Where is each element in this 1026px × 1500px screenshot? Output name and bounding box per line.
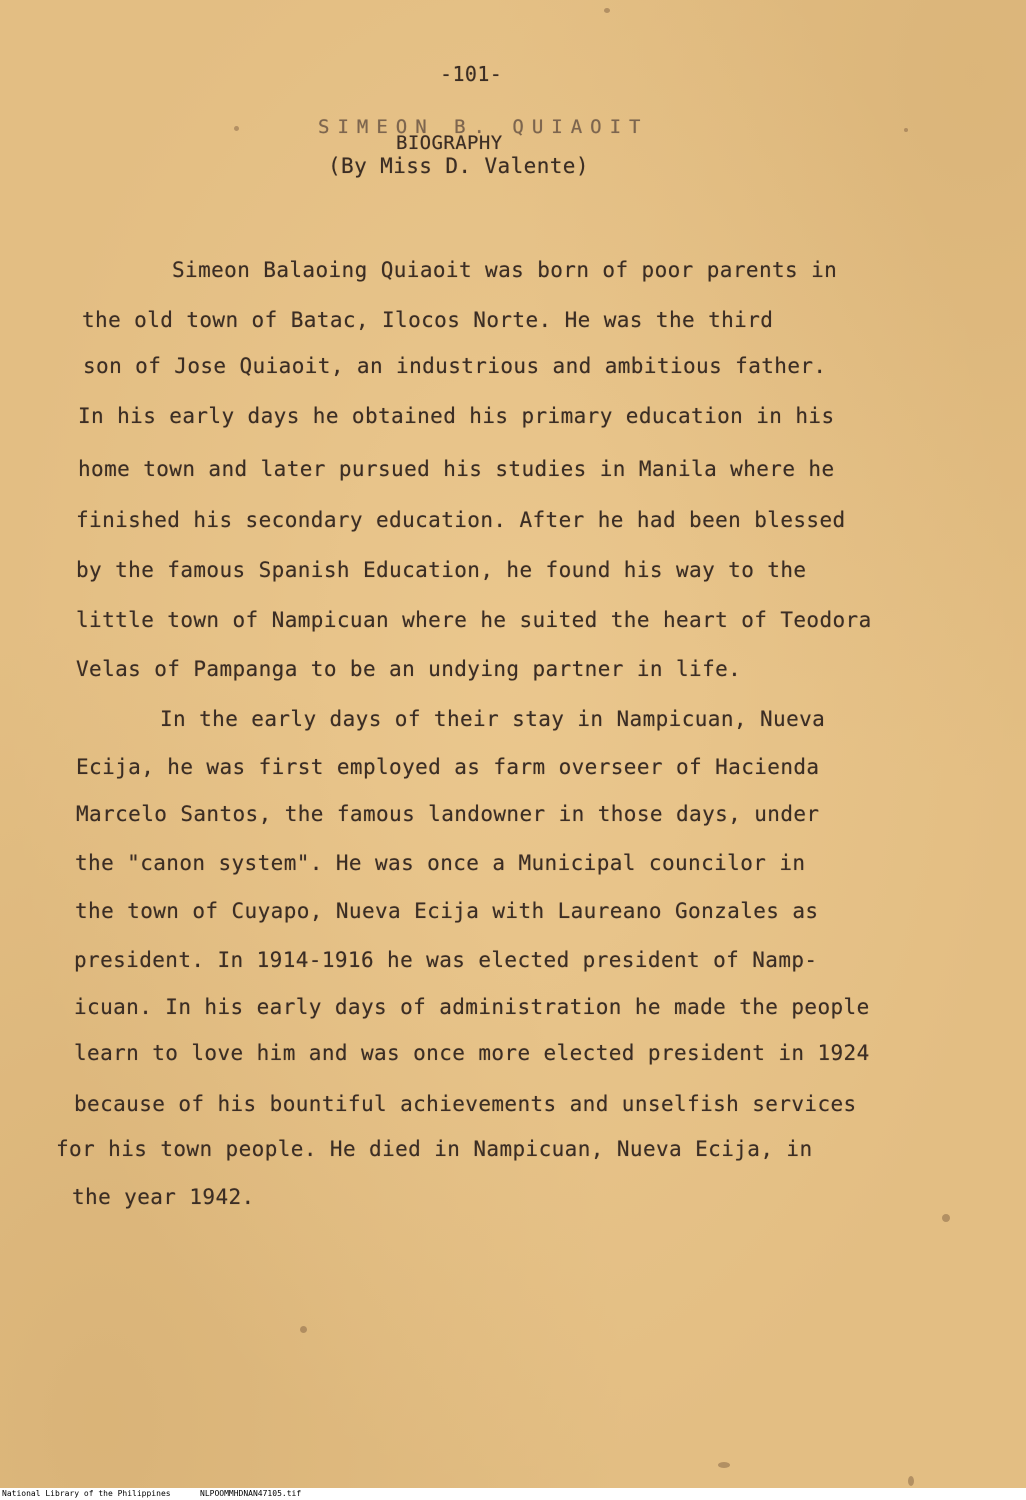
body-line: for his town people. He died in Nampicuan, Nueva Ecija, in [56,1137,813,1161]
body-line: Velas of Pampanga to be an undying partner in life. [76,657,742,681]
body-line: Ecija, he was first employed as farm overseer of Hacienda [76,755,820,779]
body-line: the town of Cuyapo, Nueva Ecija with Laureano Gonzales as [75,899,819,923]
page-number: -101- [440,62,503,86]
paper-speck [718,1462,730,1468]
struck-name: SIMEON B. QUIAOIT [318,116,649,138]
paper-speck [942,1214,950,1222]
body-line: because of his bountiful achievements and unselfish services [74,1092,857,1116]
body-line: the year 1942. [72,1185,255,1209]
body-line: learn to love him and was once more elected president in 1924 [74,1041,870,1065]
body-line: the "canon system". He was once a Municipal councilor in [75,851,806,875]
body-line: In his early days he obtained his primary education in his [78,404,835,428]
body-line: finished his secondary education. After he had been blessed [76,508,846,532]
body-line: Marcelo Santos, the famous landowner in those days, under [76,802,820,826]
body-line: little town of Nampicuan where he suited the heart of Teodora [76,608,872,632]
document-title: BIOGRAPHY [396,132,503,154]
author-byline: (By Miss D. Valente) [328,154,589,178]
paper-speck [904,128,908,132]
body-line: the old town of Batac, Ilocos Norte. He was the third [82,308,774,332]
scan-footer [0,1488,1026,1500]
paper-speck [300,1326,307,1333]
body-line: home town and later pursued his studies in Manila where he [78,457,835,481]
body-line: Simeon Balaoing Quiaoit was born of poor parents in [172,258,838,282]
library-credit: National Library of the Philippines [2,1489,171,1498]
body-line: In the early days of their stay in Nampicuan, Nueva [160,707,826,731]
paper-speck [908,1476,914,1486]
body-line: by the famous Spanish Education, he found his way to the [76,558,807,582]
body-line: son of Jose Quiaoit, an industrious and ambitious father. [83,354,827,378]
file-id: NLPOOMMHDNAN47105.tif [200,1489,302,1498]
paper-speck [234,126,239,131]
body-line: president. In 1914-1916 he was elected president of Namp- [74,948,818,972]
body-line: icuan. In his early days of administration he made the people [74,995,870,1019]
paper-speck [604,8,610,13]
